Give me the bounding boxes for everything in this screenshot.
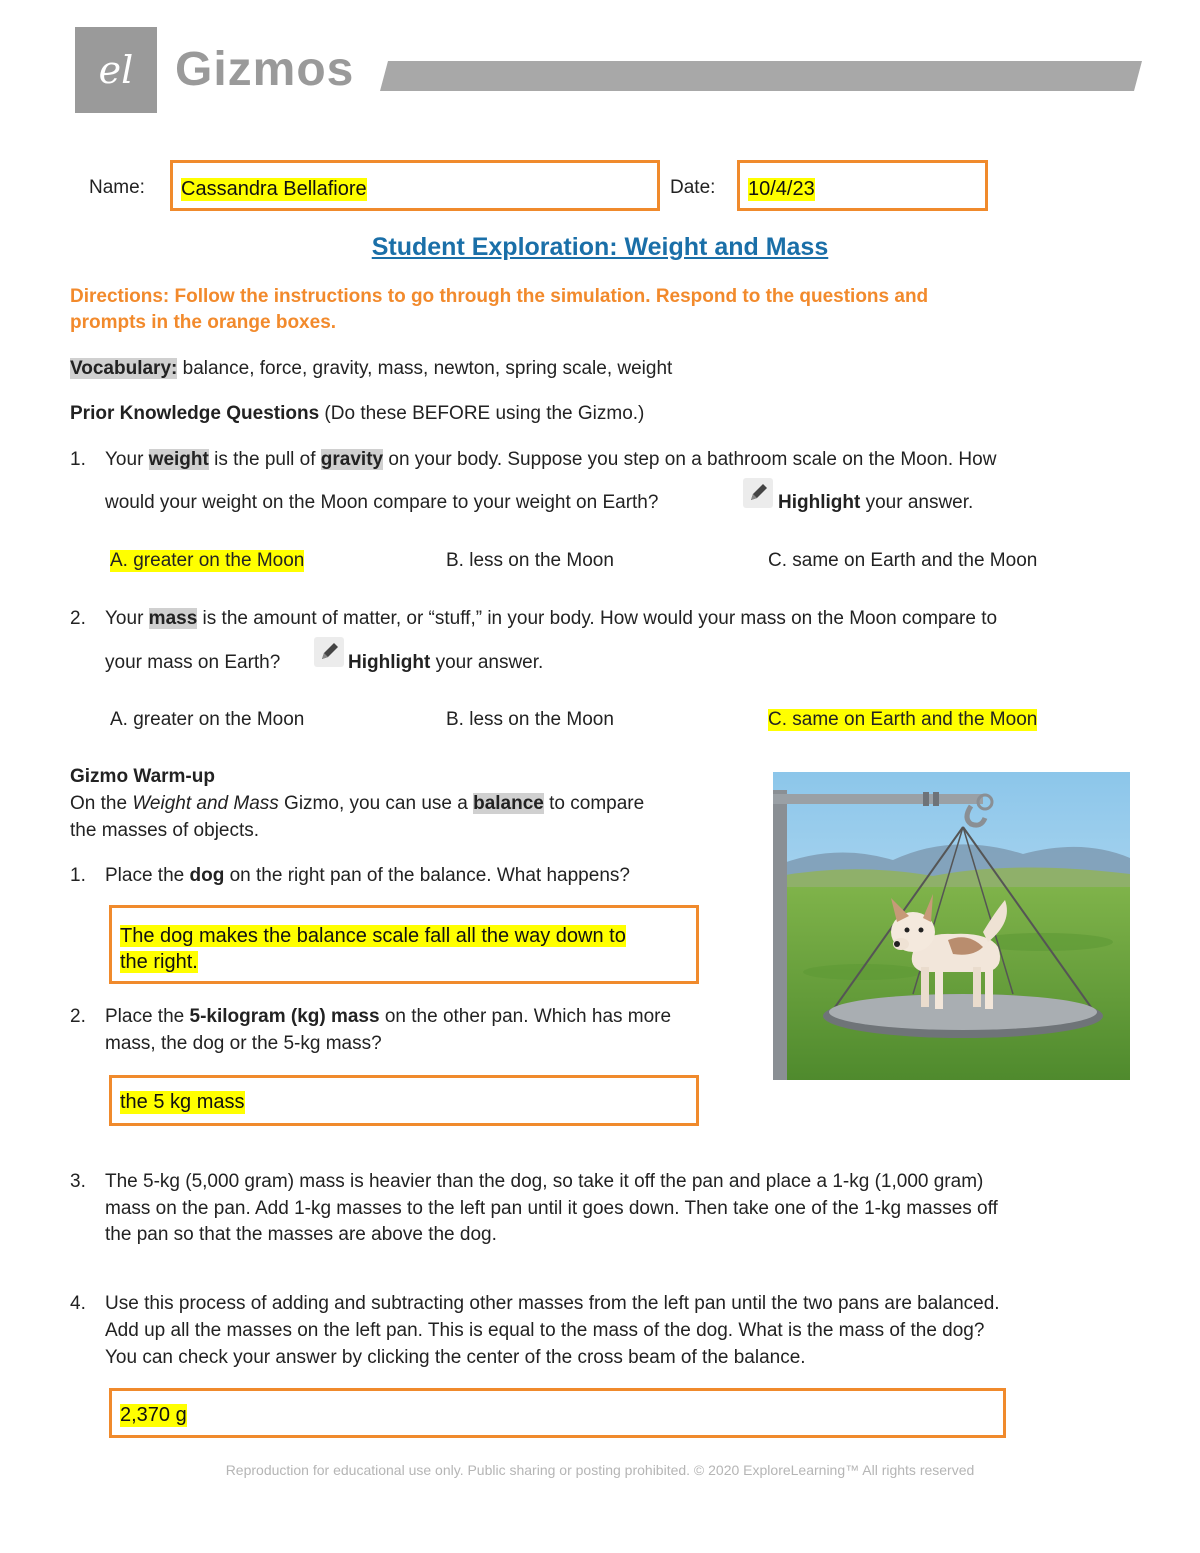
w4-number: 4. xyxy=(70,1293,86,1314)
footer-copyright: Reproduction for educational use only. Public sharing or posting prohibited. © 2020 ExploreLearning™ All rights reserved xyxy=(225,1462,975,1478)
w1-number: 1. xyxy=(70,865,86,886)
directions-line-2: prompts in the orange boxes. xyxy=(70,312,337,333)
w1-answer-line-1: The dog makes the balance scale fall all the way down to xyxy=(120,925,626,947)
w2-answer: the 5 kg mass xyxy=(120,1091,245,1113)
gizmos-logo-mark xyxy=(75,27,157,113)
q1-highlight-instruction xyxy=(778,492,973,514)
q2-choice-a[interactable]: A. greater on the Moon xyxy=(110,709,305,730)
name-label: Name: xyxy=(89,177,145,198)
pencil-icon xyxy=(314,637,344,667)
warmup-heading: Gizmo Warm-up xyxy=(70,766,215,787)
balance-with-dog-image xyxy=(773,772,1130,1080)
w3-line-3: the pan so that the masses are above the dog. xyxy=(105,1224,497,1245)
q2-highlight-rest: your answer. xyxy=(430,652,544,673)
q1-choice-c[interactable]: C. same on Earth and the Moon xyxy=(768,550,1038,571)
w1-question xyxy=(105,865,630,887)
q1-choice-b[interactable]: B. less on the Moon xyxy=(446,550,614,571)
q2-highlight-word: Highlight xyxy=(348,652,431,673)
w4-answer-box[interactable] xyxy=(109,1388,1006,1438)
w4-line-3: You can check your answer by clicking the center of the cross beam of the balance. xyxy=(105,1347,806,1368)
w2-answer-box[interactable] xyxy=(109,1075,699,1126)
warmup-intro-gizmo-name: Weight and Mass xyxy=(132,793,279,814)
q1-highlight-word: Highlight xyxy=(778,492,861,513)
vocabulary-list: balance, force, gravity, mass, newton, spring scale, weight xyxy=(177,358,673,379)
w1-text-c: on the right pan of the balance. What happens? xyxy=(224,865,630,886)
prior-knowledge-heading xyxy=(70,403,644,425)
w1-answer-line-2: the right. xyxy=(120,951,198,973)
w2-text-a: Place the xyxy=(105,1006,190,1027)
q2-text-a: Your xyxy=(105,608,149,629)
q1-number: 1. xyxy=(70,449,86,470)
prior-label: Prior Knowledge Questions xyxy=(70,403,320,424)
q2-line-1 xyxy=(105,608,997,630)
q2-text-b: is the amount of matter, or “stuff,” in your body. How would your mass on the Moon compare to xyxy=(197,608,998,629)
pencil-icon xyxy=(743,478,773,508)
directions-line-1: Directions: Follow the instructions to go through the simulation. Respond to the questions and xyxy=(70,286,929,307)
q1-highlight-rest: your answer. xyxy=(860,492,974,513)
w2-number: 2. xyxy=(70,1006,86,1027)
prior-note: (Do these BEFORE using the Gizmo.) xyxy=(319,403,645,424)
w1-answer-box[interactable] xyxy=(109,905,699,984)
q1-line-1 xyxy=(105,449,996,471)
warmup-intro-b: Gizmo, you can use a xyxy=(278,793,474,814)
q1-text-a: Your xyxy=(105,449,149,470)
q1-line-2: would your weight on the Moon compare to your weight on Earth? xyxy=(105,492,659,513)
w3-line-2: mass on the pan. Add 1-kg masses to the left pan until it goes down. Then take one of the 1-kg masses off xyxy=(105,1198,998,1219)
q2-word-mass: mass xyxy=(148,608,198,629)
w1-word-dog: dog xyxy=(189,865,225,886)
gizmos-wordmark: Gizmos xyxy=(175,43,355,96)
w3-number: 3. xyxy=(70,1171,86,1192)
w3-line-1: The 5-kg (5,000 gram) mass is heavier than the dog, so take it off the pan and place a 1-kg (1,000 gram) xyxy=(105,1171,984,1192)
w4-line-2: Add up all the masses on the left pan. This is equal to the mass of the dog. What is the mass of the dog? xyxy=(105,1320,985,1341)
name-field[interactable] xyxy=(170,160,660,211)
vocabulary xyxy=(70,358,672,380)
q1-word-gravity: gravity xyxy=(320,449,384,470)
warmup-intro-line-1 xyxy=(70,793,644,815)
date-value: 10/4/23 xyxy=(748,178,815,200)
w1-answer xyxy=(120,923,626,975)
warmup-intro-c: to compare xyxy=(543,793,645,814)
q1-text-b: is the pull of xyxy=(208,449,321,470)
vocabulary-label: Vocabulary: xyxy=(70,358,178,379)
name-value: Cassandra Bellafiore xyxy=(181,178,367,200)
date-field[interactable] xyxy=(737,160,988,211)
warmup-intro-a: On the xyxy=(70,793,133,814)
w1-text-a: Place the xyxy=(105,865,190,886)
el-logo-icon xyxy=(75,27,157,113)
q1-word-weight: weight xyxy=(148,449,209,470)
svg-text:el: el xyxy=(98,48,134,92)
header-slanted-bar xyxy=(380,61,1142,91)
q2-line-2: your mass on Earth? xyxy=(105,652,281,673)
q2-highlight-instruction xyxy=(348,652,543,674)
page-title: Student Exploration: Weight and Mass xyxy=(371,233,829,261)
w2-question-line-2: mass, the dog or the 5-kg mass? xyxy=(105,1033,382,1054)
w2-text-c: on the other pan. Which has more xyxy=(379,1006,672,1027)
warmup-intro-line-2: the masses of objects. xyxy=(70,820,260,841)
date-label: Date: xyxy=(670,177,716,198)
w4-line-1: Use this process of adding and subtracting other masses from the left pan until the two pans are balanced. xyxy=(105,1293,1000,1314)
w2-question-line-1 xyxy=(105,1006,671,1028)
q1-text-c: on your body. Suppose you step on a bathroom scale on the Moon. How xyxy=(383,449,997,470)
warmup-word-balance: balance xyxy=(473,793,544,814)
w2-word-5kg-mass: 5-kilogram (kg) mass xyxy=(189,1006,380,1027)
q2-choice-c[interactable]: C. same on Earth and the Moon xyxy=(768,709,1038,730)
q2-number: 2. xyxy=(70,608,86,629)
q2-choice-b[interactable]: B. less on the Moon xyxy=(446,709,614,730)
w4-answer: 2,370 g xyxy=(120,1404,187,1426)
q1-choice-a[interactable]: A. greater on the Moon xyxy=(110,550,305,571)
